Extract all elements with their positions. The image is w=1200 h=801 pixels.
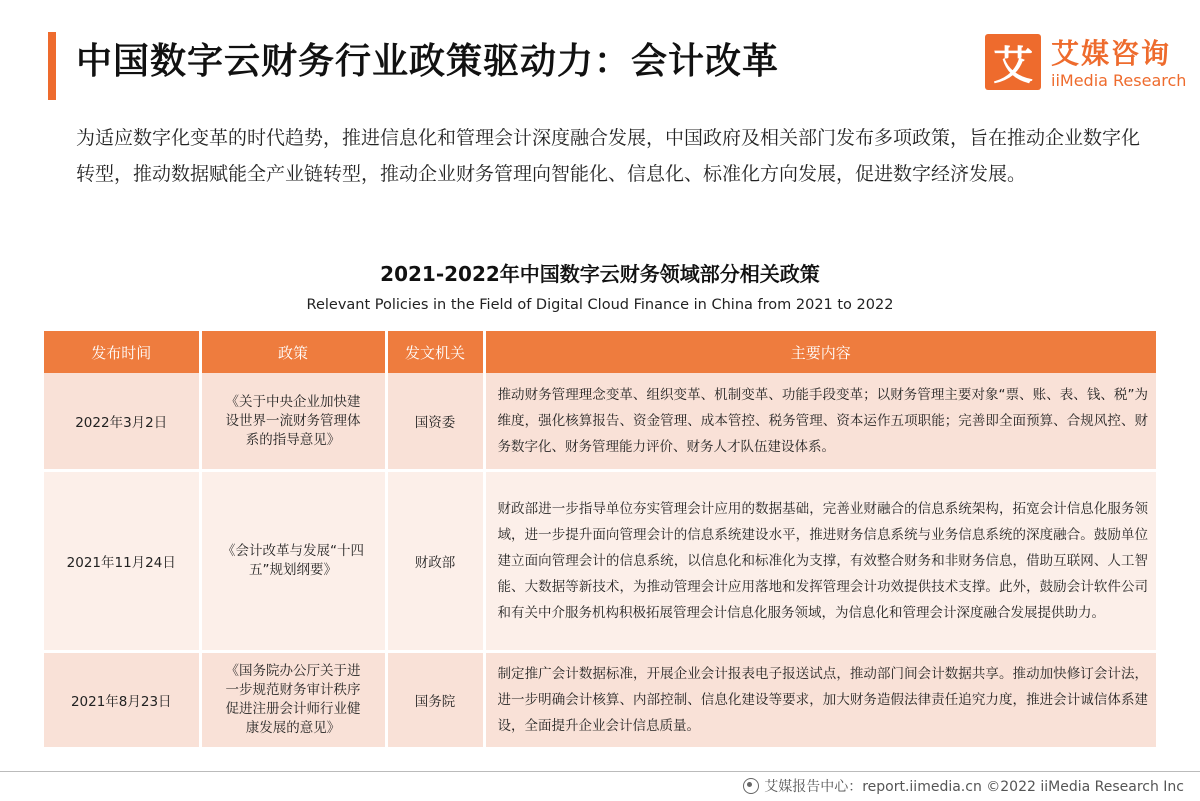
cell-content: 财政部进一步指导单位夯实管理会计应用的数据基础，完善业财融合的信息系统架构，拓宽会计信息化服务领域，进一步提升面向管理会计的信息系统建设水平，推进财务信息系统与业务信息系统的深度融合。鼓励单位建立面向管理会计的信息系统，以信息化和标准化为支撑，有效整合财务和非财务信息，借助互联网、人工智能、大数据等新技术，为推动管理会计应用落地和发挥管理会计功效提供技术支撑。此外，鼓励会计软件公司和有关中介服务机构积极拓展管理会计信息化服务领域，为信息化和管理会计深度融合发展提供助力。 [484, 471, 1156, 652]
footer [743, 776, 1184, 796]
logo-name-cn: 艾媒咨询 [1051, 37, 1172, 70]
policy-table [44, 331, 1156, 750]
cell-date: 2021年8月23日 [44, 652, 200, 749]
page-title: 中国数字云财务行业政策驱动力：会计改革 [76, 41, 780, 82]
column-header-org: 发文机关 [386, 331, 484, 373]
table-row [44, 652, 1156, 749]
column-header-policy: 政策 [200, 331, 386, 373]
cell-date: 2021年11月24日 [44, 471, 200, 652]
cell-org: 财政部 [386, 471, 484, 652]
table-header-row [44, 331, 1156, 373]
cell-policy: 《会计改革与发展“十四五”规划纲要》 [200, 471, 386, 652]
cell-content: 制定推广会计数据标准，开展企业会计报表电子报送试点，推动部门间会计数据共享。推动加快修订会计法，进一步明确会计核算、内部控制、信息化建设等要求，加大财务造假法律责任追究力度，推进会计诚信体系建设，全面提升企业会计信息质量。 [484, 652, 1156, 749]
cell-content: 推动财务管理理念变革、组织变革、机制变革、功能手段变革；以财务管理主要对象“票、账、表、钱、税”为维度，强化核算报告、资金管理、成本管控、税务管理、资本运作五项职能；完善即全面预算、合规风控、财务数字化、财务管理能力评价、财务人才队伍建设体系。 [484, 373, 1156, 471]
logo-name-en: iiMedia Research [1051, 71, 1187, 90]
cell-org: 国资委 [386, 373, 484, 471]
table-subtitle: Relevant Policies in the Field of Digital Cloud Finance in China from 2021 to 2022 [306, 297, 894, 313]
cell-org: 国务院 [386, 652, 484, 749]
cell-date: 2022年3月2日 [44, 373, 200, 471]
cell-policy: 《国务院办公厅关于进一步规范财务审计秩序促进注册会计师行业健康发展的意见》 [200, 652, 386, 749]
footer-text: 艾媒报告中心：report.iimedia.cn ©2022 iiMedia Research Inc [764, 779, 1184, 795]
title-accent-bar [48, 32, 56, 100]
footer-divider [0, 771, 1200, 772]
column-header-content: 主要内容 [484, 331, 1156, 373]
table-title: 2021-2022年中国数字云财务领域部分相关政策 [380, 262, 820, 286]
column-header-date: 发布时间 [44, 331, 200, 373]
table-row [44, 373, 1156, 471]
report-center-icon [743, 778, 759, 794]
table-row [44, 471, 1156, 652]
intro-paragraph: 为适应数字化变革的时代趋势，推进信息化和管理会计深度融合发展，中国政府及相关部门发布多项政策，旨在推动企业数字化转型，推动数据赋能全产业链转型，推动企业财务管理向智能化、信息化、标准化方向发展，促进数字经济发展。 [76, 127, 1141, 185]
brand-logo [985, 34, 1187, 94]
cell-policy: 《关于中央企业加快建设世界一流财务管理体系的指导意见》 [200, 373, 386, 471]
logo-mark: 艾 [985, 34, 1041, 90]
